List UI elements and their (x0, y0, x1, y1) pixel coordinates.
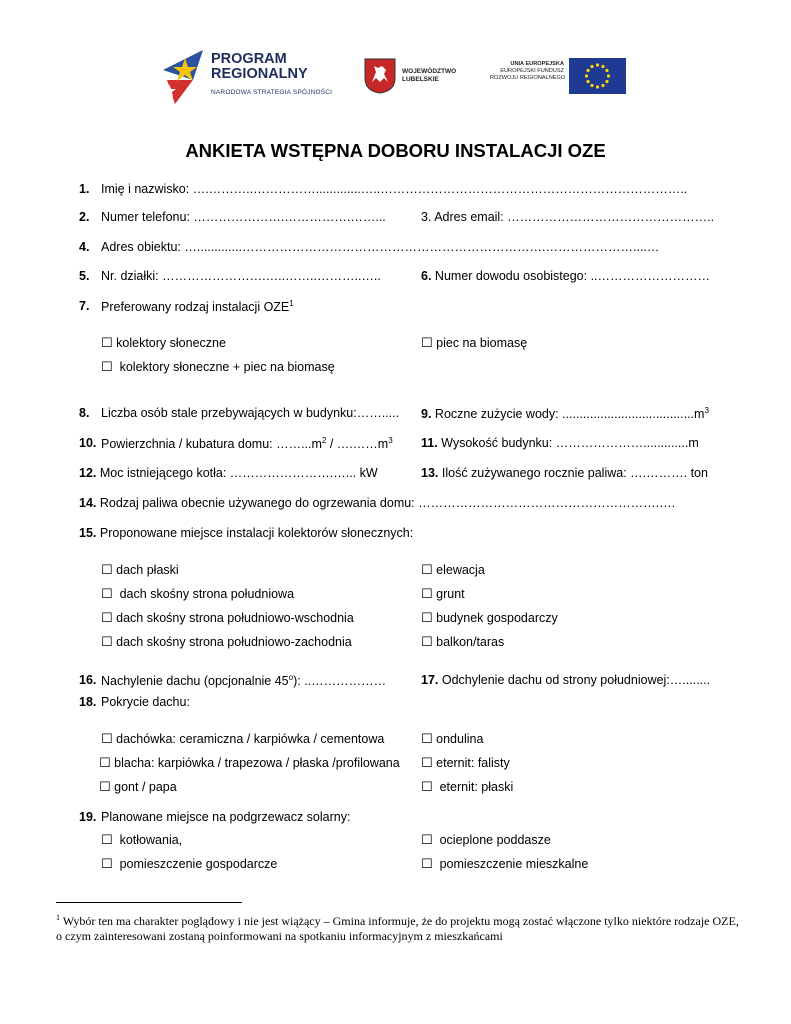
q18-option-roof-tiles[interactable] (101, 732, 384, 747)
footnote (56, 910, 746, 944)
q18-number: 18. (79, 695, 97, 709)
ue-line2: EUROPEJSKI FUNDUSZ (500, 68, 564, 74)
footnote-divider (56, 902, 242, 903)
coat-of-arms-icon (364, 58, 396, 94)
option-label: pomieszczenie mieszkalne (439, 857, 589, 871)
q7-label (101, 299, 294, 314)
q6-number: 6. (421, 269, 432, 283)
q10-number: 10. (79, 436, 97, 450)
q14-text: Rodzaj paliwa obecnie używanego do ogrzewania domu: ………………………………………………….…. (99, 496, 676, 510)
option-label: eternit: falisty (436, 756, 510, 770)
q16-sup: o (288, 673, 294, 682)
option-label: ondulina (436, 732, 484, 746)
program-subtitle: NARODOWA STRATEGIA SPÓJNOŚCI (211, 89, 333, 96)
q9-water-field[interactable] (421, 406, 709, 421)
q17-number: 17. (421, 673, 439, 687)
option-label: pomieszczenie gospodarcze (119, 857, 278, 871)
q1-number: 1. (79, 182, 90, 196)
q19-option-utility-room[interactable] (101, 857, 277, 872)
q19-number: 19. (79, 810, 97, 824)
q16-text1: Nachylenie dachu (opcjonalnie 45 (101, 674, 289, 689)
q16-slope-field[interactable] (101, 673, 386, 688)
q13-fuel-amount-field[interactable] (421, 466, 708, 480)
checkbox-icon[interactable]: ☐ (421, 732, 433, 747)
q15-option-south-east[interactable] (101, 611, 354, 626)
option-label: budynek gospodarczy (436, 611, 558, 625)
checkbox-icon[interactable]: ☐ (101, 360, 113, 375)
q9-number: 9. (421, 407, 432, 422)
lubelskie-line1: WOJEWÓDZTWO (402, 68, 457, 75)
checkbox-icon[interactable]: ☐ (99, 780, 111, 795)
q6-id-field[interactable] (421, 269, 710, 283)
option-label: dach skośny strona południowo-zachodnia (116, 635, 352, 649)
q18-option-sheet-metal[interactable] (99, 756, 400, 771)
q8-persons-field[interactable]: Liczba osób stale przebywających w budynku:……..... (101, 406, 400, 420)
q12-text: Moc istniejącego kotła: …………………….…... kW (99, 466, 378, 480)
lubelskie-line2: LUBELSKIE (402, 76, 439, 83)
q6-text: Numer dowodu osobistego: ..……………………… (434, 269, 711, 283)
q11-text: Wysokość budynku: ………………….............m (441, 436, 699, 450)
q19-option-living-room[interactable] (421, 857, 588, 872)
footnote-text: Wybór ten ma charakter poglądowy i nie jest wiążący – Gmina informuje, że do projektu mogą zostać włączone tylko niektóre rodzaje OZE, o czym zainteresowani zostaną poinformowani na spotkaniu informacyjnym z mieszkańcami (56, 914, 739, 943)
q15-option-facade[interactable] (421, 563, 485, 578)
q18-option-eternit-wavy[interactable] (421, 756, 510, 771)
q12-boiler-field[interactable] (79, 466, 378, 480)
eu-logo (490, 58, 630, 94)
checkbox-icon[interactable]: ☐ (421, 833, 433, 848)
q18-option-shingle[interactable] (99, 780, 177, 795)
q10-text2: / ….……m (326, 437, 389, 452)
q1-name-field[interactable]: Imię i nazwisko: ….………..…………….............…..……………………………………………………………….. (101, 182, 688, 196)
option-label: ocieplone poddasze (439, 833, 551, 847)
q19-option-attic[interactable] (421, 833, 551, 848)
q15-option-farm-building[interactable] (421, 611, 558, 626)
option-label: grunt (436, 587, 465, 601)
checkbox-icon[interactable]: ☐ (101, 857, 113, 872)
q13-number: 13. (421, 466, 439, 480)
q18-option-ondulina[interactable] (421, 732, 483, 747)
option-label: blacha: karpiówka / trapezowa / płaska /profilowana (114, 756, 400, 770)
page-title: ANKIETA WSTĘPNA DOBORU INSTALACJI OZE (185, 140, 606, 161)
footnote-mark: 1 (56, 913, 60, 922)
checkbox-icon[interactable]: ☐ (421, 563, 433, 578)
q7-option-solar[interactable] (101, 336, 226, 351)
q8-number: 8. (79, 406, 90, 420)
q15-text: Proponowane miejsce instalacji kolektorów słonecznych: (99, 526, 414, 540)
ue-line3: ROZWOJU REGIONALNEGO (490, 75, 566, 81)
option-label: eternit: płaski (439, 780, 514, 794)
star-logo-icon (163, 50, 207, 104)
option-label: dachówka: ceramiczna / karpiówka / cementowa (116, 732, 385, 746)
q16-text2: ): ..……………… (293, 674, 387, 689)
option-label: dach skośny strona południowa (119, 587, 295, 601)
checkbox-icon[interactable]: ☐ (101, 833, 113, 848)
footnote-ref: 1 (289, 299, 294, 308)
q2-number: 2. (79, 210, 90, 224)
q15-option-flat-roof[interactable] (101, 563, 179, 578)
q15-label (79, 526, 413, 540)
q3-email-field[interactable]: 3. Adres email: ………………………………………….. (421, 210, 715, 224)
q14-number: 14. (79, 496, 97, 510)
checkbox-icon[interactable]: ☐ (101, 611, 113, 626)
program-line1: PROGRAM (211, 51, 287, 67)
option-label: piec na biomasę (436, 336, 528, 350)
checkbox-icon[interactable]: ☐ (101, 732, 113, 747)
option-label: gont / papa (114, 780, 177, 794)
q7-option-biomass[interactable] (421, 336, 527, 351)
checkbox-icon[interactable]: ☐ (421, 780, 433, 795)
option-label: kotłowania, (119, 833, 183, 847)
q9-text: Roczne zużycie wody: ......................................m (434, 407, 705, 422)
option-label: dach płaski (116, 563, 179, 577)
q10-text1: Powierzchnia / kubatura domu: ……...m (101, 437, 322, 452)
checkbox-icon[interactable]: ☐ (421, 756, 433, 771)
checkbox-icon[interactable]: ☐ (421, 336, 433, 351)
q17-text: Odchylenie dachu od strony południowej:…........ (441, 673, 711, 687)
q15-option-south[interactable] (101, 587, 294, 602)
checkbox-icon[interactable]: ☐ (421, 611, 433, 626)
q19-option-boiler-room[interactable] (101, 833, 182, 848)
option-label: dach skośny strona południowo-wschodnia (116, 611, 354, 625)
option-label: elewacja (436, 563, 485, 577)
q15-number: 15. (79, 526, 97, 540)
q15-option-ground[interactable] (421, 587, 465, 602)
q14-fuel-type-field[interactable] (79, 496, 675, 510)
checkbox-icon[interactable]: ☐ (421, 635, 433, 650)
checkbox-icon[interactable]: ☐ (421, 587, 433, 602)
q10-sup2: 3 (388, 436, 393, 445)
q2-phone-field[interactable]: Numer telefonu: ………………….…………….……... (101, 210, 386, 224)
q12-number: 12. (79, 466, 97, 480)
ue-line1: UNIA EUROPEJSKA (510, 61, 564, 67)
q5-plot-field[interactable]: Nr. działki: …………………….…..……..………..….. (101, 269, 381, 283)
q15-option-south-west[interactable] (101, 635, 352, 650)
q7-option-solar-biomass[interactable] (101, 360, 335, 375)
q15-option-balcony[interactable] (421, 635, 504, 650)
checkbox-icon[interactable]: ☐ (421, 857, 433, 872)
program-line2: REGIONALNY (211, 66, 308, 82)
option-label: kolektory słoneczne + piec na biomasę (119, 360, 335, 374)
q4-number: 4. (79, 240, 90, 254)
q18-option-eternit-flat[interactable] (421, 780, 513, 795)
lubelskie-logo (364, 58, 464, 94)
option-label: kolektory słoneczne (116, 336, 226, 350)
checkbox-icon[interactable]: ☐ (101, 587, 113, 602)
q10-sup1: 2 (321, 436, 327, 445)
program-regionalny-logo (163, 50, 343, 104)
q11-height-field[interactable] (421, 436, 699, 450)
checkbox-icon[interactable]: ☐ (101, 336, 113, 351)
q18-text: Pokrycie dachu: (101, 695, 190, 709)
q19-text: Planowane miejsce na podgrzewacz solarny: (101, 810, 351, 824)
checkbox-icon[interactable]: ☐ (101, 563, 113, 578)
q16-number: 16. (79, 673, 97, 687)
q7-number: 7. (79, 299, 90, 313)
q4-address-field[interactable]: Adres obiektu: ….............……………………………………………………………….…………………....… (101, 240, 660, 254)
q10-area-field[interactable] (101, 436, 393, 451)
q5-number: 5. (79, 269, 90, 283)
q7-text: Preferowany rodzaj instalacji OZE (101, 300, 290, 315)
q11-number: 11. (421, 436, 438, 450)
q17-deviation-field[interactable] (421, 673, 710, 687)
checkbox-icon[interactable]: ☐ (99, 756, 111, 771)
checkbox-icon[interactable]: ☐ (101, 635, 113, 650)
eu-flag-icon (569, 58, 626, 94)
option-label: balkon/taras (436, 635, 505, 649)
q13-text: Ilość zużywanego rocznie paliwa: ….………. ton (441, 466, 708, 480)
q9-sup: 3 (704, 406, 709, 415)
